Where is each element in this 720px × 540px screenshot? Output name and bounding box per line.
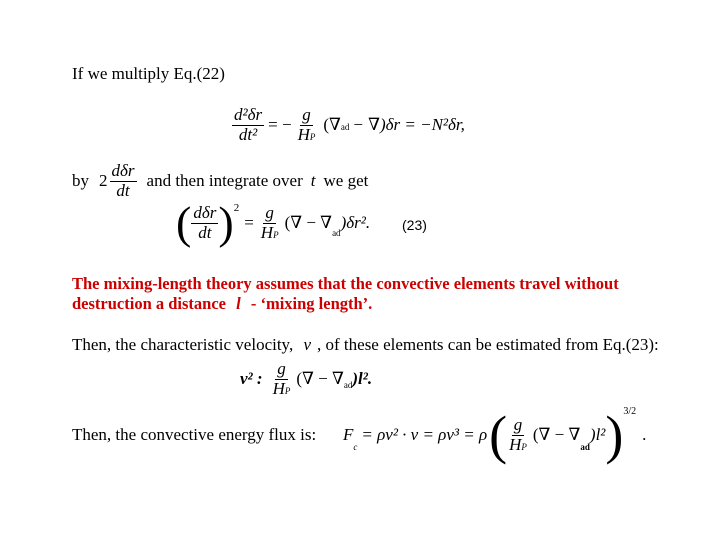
by-line <box>72 162 368 200</box>
velocity-text: Then, the characteristic velocity, v , of these elements can be estimated from Eq.(23): <box>72 335 659 354</box>
eq23-rhs-b: )δr². <box>340 213 371 232</box>
flux-F: F <box>343 425 354 444</box>
eq22-lhs-denominator: dt² <box>238 124 258 144</box>
flux-ad-sub: ad <box>580 442 590 452</box>
flux-text: Then, the convective energy flux is: <box>72 425 317 444</box>
mixing-length-l: l <box>236 294 241 313</box>
eq22-nabla-ad: (∇ad <box>323 115 350 135</box>
intro-text: If we multiply Eq.(22) <box>72 64 225 83</box>
flux-g: g <box>513 414 523 434</box>
vel-rhs-b: )l². <box>352 369 373 389</box>
equation-22 <box>232 106 465 144</box>
vel-g: g <box>277 359 286 378</box>
vel-lhs: v² : <box>240 369 263 389</box>
mixing-length-line-2: destruction a distance l - ‘mixing length’. <box>72 294 373 313</box>
flux-exponent: 3/2 <box>623 406 637 417</box>
by-coefficient: 2 <box>99 171 108 191</box>
eq23-g: g <box>265 202 274 222</box>
flux-hp: HP <box>509 434 527 454</box>
velocity-equation <box>240 360 372 398</box>
we-get-text: we get <box>323 171 369 191</box>
vel-rhs-a: (∇ − ∇ <box>296 369 344 389</box>
eq22-rhs: − ∇)δr = −N²δr, <box>352 115 465 135</box>
by-denominator: dt <box>116 180 130 200</box>
flux-end: . <box>642 425 647 444</box>
by-fraction <box>110 162 137 200</box>
flux-mid: = ρv² · v = ρv³ = ρ <box>361 425 488 444</box>
flux-g-over-hp <box>507 416 529 454</box>
eq23-equals: = <box>244 213 254 232</box>
eq22-g: g <box>302 105 311 124</box>
eq23-left-paren: ( <box>176 197 192 248</box>
vel-hp: HP <box>272 378 291 398</box>
flux-left-paren: ( <box>489 405 508 465</box>
integrate-text: and then integrate over <box>146 171 303 191</box>
eq22-hp: HP <box>297 124 316 144</box>
eq22-equals-minus: = − <box>268 115 292 135</box>
eq23-hp: HP <box>260 222 279 242</box>
eq23-lhs-numerator: dδr <box>193 202 217 222</box>
eq23-label: (23) <box>402 217 427 233</box>
eq23-exponent: 2 <box>233 202 240 214</box>
flux-rhs-b: )l² <box>589 425 606 444</box>
eq23-lhs-fraction <box>191 204 218 242</box>
eq22-g-over-hp <box>296 106 318 144</box>
flux-equation <box>343 405 647 465</box>
flux-rhs-a: (∇ − ∇ <box>532 425 581 444</box>
by-numerator: dδr <box>111 161 135 180</box>
velocity-v: v <box>303 335 312 354</box>
eq23-lhs-denominator: dt <box>198 222 212 242</box>
eq22-lhs-numerator: d²δr <box>234 105 263 124</box>
mixing-length-line-1: The mixing-length theory assumes that the convective elements travel without <box>72 274 619 293</box>
vel-ad-sub: ad <box>343 380 353 391</box>
eq23-ad-sub: ad <box>332 228 341 238</box>
flux-right-paren: ) <box>605 405 624 465</box>
eq23-g-over-hp <box>259 204 281 242</box>
vel-g-over-hp <box>271 360 293 398</box>
t-variable: t <box>310 171 316 191</box>
eq23-right-paren: ) <box>218 197 234 248</box>
flux-c-sub: c <box>353 442 358 452</box>
equation-23 <box>176 197 371 248</box>
by-text: by <box>72 171 89 191</box>
eq23-rhs-a: (∇ − ∇ <box>284 213 333 232</box>
eq22-lhs-fraction <box>232 106 264 144</box>
